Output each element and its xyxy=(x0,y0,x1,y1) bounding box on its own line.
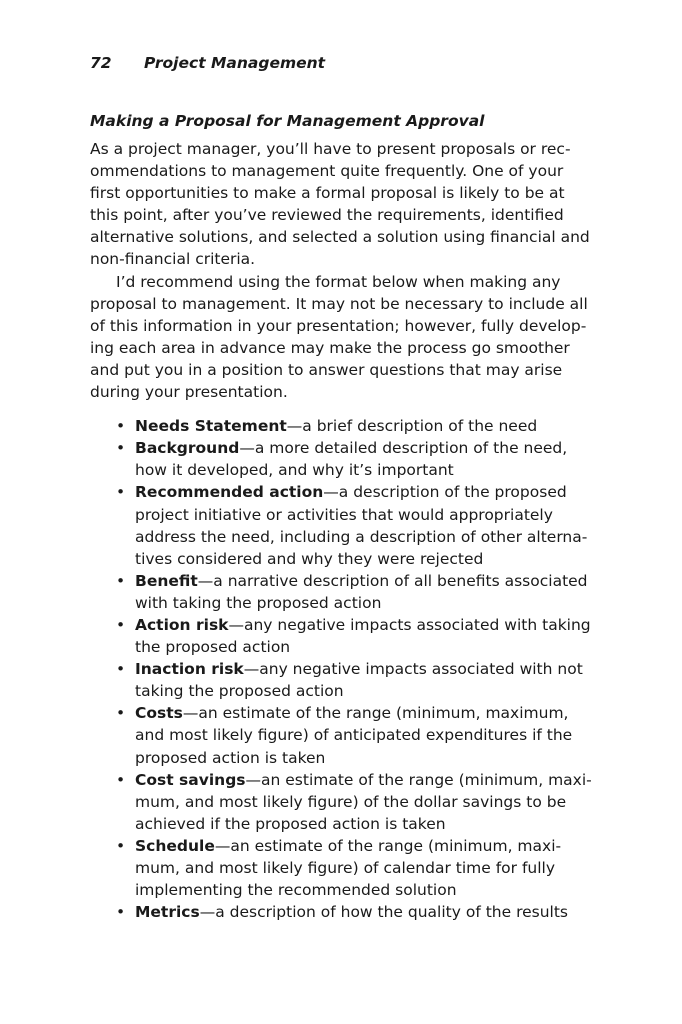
paragraph xyxy=(90,138,600,271)
list-item xyxy=(116,702,600,768)
list-item-line xyxy=(135,747,600,769)
bullet-icon: • xyxy=(116,483,126,502)
list-item-line xyxy=(135,835,600,857)
bullet-icon: • xyxy=(116,571,126,590)
list-item-text: —a brief description of the need xyxy=(286,417,538,436)
list-item-term: Schedule xyxy=(135,836,215,855)
bullet-icon: • xyxy=(116,704,126,723)
list-item-line xyxy=(135,702,600,724)
list-item xyxy=(116,415,600,437)
proposal-format-list xyxy=(90,415,600,923)
list-item-line xyxy=(135,459,600,481)
list-item xyxy=(116,570,600,614)
bullet-icon: • xyxy=(116,660,126,679)
list-item-line xyxy=(135,769,600,791)
list-item-line xyxy=(135,614,600,636)
bullet-icon: • xyxy=(116,439,126,458)
list-item-text: project initiative or activities that would appropriately xyxy=(135,505,553,524)
list-item-line xyxy=(135,636,600,658)
list-item-line xyxy=(135,791,600,813)
list-item-line xyxy=(135,879,600,901)
running-title: Project Management xyxy=(144,54,326,72)
list-item-text: —a narrative description of all benefits associated xyxy=(197,571,588,590)
list-item-term: Benefit xyxy=(135,571,198,590)
list-item-term: Inaction risk xyxy=(135,660,244,679)
text-line: As a project manager, you’ll have to present proposals or rec- xyxy=(90,140,571,158)
list-item-text: and most likely figure) of anticipated expenditures if the xyxy=(135,726,573,745)
list-item-line xyxy=(135,481,600,503)
list-item-text: address the need, including a description of other alterna- xyxy=(135,527,588,546)
section-title: Making a Proposal for Management Approval xyxy=(90,112,485,130)
list-item-term: Costs xyxy=(135,704,183,723)
text-line: during your presentation. xyxy=(90,383,288,402)
list-item-line xyxy=(135,813,600,835)
text-line: I’d recommend using the format below when making any xyxy=(116,272,561,291)
bullet-icon: • xyxy=(116,836,126,855)
list-item-text: —an estimate of the range (minimum, maxi- xyxy=(245,770,592,789)
text-line: and put you in a position to answer questions that may arise xyxy=(90,360,563,379)
list-item-text: tives considered and why they were rejected xyxy=(135,549,484,568)
list-item xyxy=(116,437,600,481)
text-line: non-financial criteria. xyxy=(90,250,256,269)
list-item-term: Metrics xyxy=(135,903,200,922)
list-item-line xyxy=(135,680,600,702)
bullet-icon: • xyxy=(116,770,126,789)
list-item-text: —an estimate of the range (minimum, maximum, xyxy=(182,704,569,723)
list-item xyxy=(116,614,600,658)
list-item-text: proposed action is taken xyxy=(135,748,326,767)
list-item-text: mum, and most likely figure) of calendar time for fully xyxy=(135,859,556,877)
list-item-text: mum, and most likely figure) of the dollar savings to be xyxy=(135,792,567,811)
list-item-text: taking the proposed action xyxy=(135,682,344,701)
list-item-line xyxy=(135,526,600,548)
list-item-term: Cost savings xyxy=(135,770,246,789)
text-line: this point, after you’ve reviewed the requirements, identified xyxy=(90,206,564,225)
list-item-text: —a description of how the quality of the results xyxy=(199,903,569,922)
list-item xyxy=(116,769,600,835)
bullet-icon: • xyxy=(116,903,126,922)
list-item xyxy=(116,658,600,702)
list-item-text: with taking the proposed action xyxy=(135,593,382,612)
page-header xyxy=(90,54,325,72)
list-item-line xyxy=(135,437,600,459)
list-item-term: Needs Statement xyxy=(135,417,287,436)
list-item-text: the proposed action xyxy=(135,638,291,657)
list-item-text: achieved if the proposed action is taken xyxy=(135,814,446,833)
list-item xyxy=(116,835,600,901)
list-item-text: implementing the recommended solution xyxy=(135,881,457,900)
list-item xyxy=(116,901,600,923)
text-line: ing each area in advance may make the process go smoother xyxy=(90,338,570,357)
list-item xyxy=(116,481,600,569)
paragraph xyxy=(90,271,600,404)
bullet-icon: • xyxy=(116,615,126,634)
list-item-line xyxy=(135,658,600,680)
text-line: proposal to management. It may not be necessary to include all xyxy=(90,294,588,313)
list-item-term: Background xyxy=(135,439,240,458)
text-line: ommendations to management quite frequently. One of your xyxy=(90,162,564,181)
list-item-line xyxy=(135,548,600,570)
text-line: first opportunities to make a formal proposal is likely to be at xyxy=(90,184,565,203)
list-item-text: how it developed, and why it’s important xyxy=(135,461,454,480)
list-item-text: —any negative impacts associated with not xyxy=(243,660,583,679)
list-item-term: Recommended action xyxy=(135,483,324,502)
list-item-text: —an estimate of the range (minimum, maxi- xyxy=(214,836,562,855)
list-item-text: —a more detailed description of the need, xyxy=(239,439,568,458)
page-number: 72 xyxy=(90,54,112,72)
list-item-term: Action risk xyxy=(135,615,229,634)
list-item-text: —any negative impacts associated with taking xyxy=(228,615,591,634)
body-content xyxy=(90,138,600,923)
list-item-line xyxy=(135,901,600,923)
bullet-icon: • xyxy=(116,417,126,436)
text-line: of this information in your presentation; however, fully develop- xyxy=(90,316,587,335)
list-item-text: —a description of the proposed xyxy=(323,483,567,502)
list-item-line xyxy=(135,857,600,879)
list-item-line xyxy=(135,724,600,746)
list-item-line xyxy=(135,592,600,614)
list-item-line xyxy=(135,570,600,592)
list-item-line xyxy=(135,415,600,437)
list-item-line xyxy=(135,504,600,526)
text-line: alternative solutions, and selected a solution using financial and xyxy=(90,228,590,247)
